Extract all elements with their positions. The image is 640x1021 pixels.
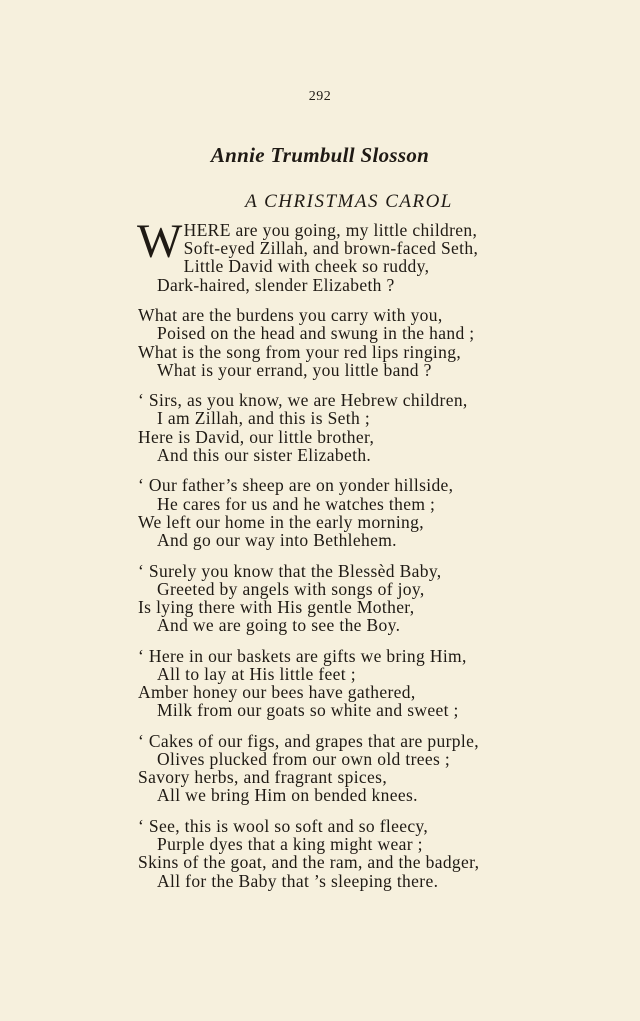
poem-line	[138, 221, 578, 239]
stanza	[138, 562, 578, 635]
poem-line: He cares for us and he watches them ;	[157, 493, 436, 514]
stanza	[137, 215, 578, 295]
stanza	[138, 306, 578, 379]
stanza	[138, 476, 578, 549]
poem-line: Is lying there with His gentle Mother,	[138, 596, 415, 617]
poem-line: Purple dyes that a king might wear ;	[157, 834, 423, 855]
first-line-text: HERE are you going, my little children,	[183, 220, 478, 240]
poem-line: Dark-haired, slender Elizabeth ?	[157, 274, 395, 295]
poem-line: And go our way into Bethlehem.	[157, 529, 397, 550]
poem-line: ‘ Here in our baskets are gifts we bring Him,	[138, 645, 467, 666]
poem-line: Skins of the goat, and the ram, and the badger,	[138, 852, 480, 873]
poem-line: Olives plucked from our own old trees ;	[157, 749, 451, 770]
poem-line: ‘ Our father’s sheep are on yonder hillside,	[138, 475, 454, 496]
poem-line: All we bring Him on bended knees.	[157, 785, 418, 806]
poem-line: I am Zillah, and this is Seth ;	[157, 408, 371, 429]
stanza	[138, 732, 578, 805]
poem-line: Savory herbs, and fragrant spices,	[138, 767, 388, 788]
stanza	[138, 817, 578, 890]
stanza	[138, 647, 578, 720]
poem-line: ‘ See, this is wool so soft and so fleecy,	[138, 815, 429, 836]
poem-line: And we are going to see the Boy.	[157, 615, 401, 636]
poem-line: Here is David, our little brother,	[138, 426, 375, 447]
poem-line: All to lay at His little feet ;	[157, 663, 356, 684]
poem-line: ‘ Sirs, as you know, we are Hebrew children,	[138, 390, 468, 411]
poem-line: Poised on the head and swung in the hand ;	[157, 323, 475, 344]
poem-line: Greeted by angels with songs of joy,	[157, 578, 425, 599]
drop-cap: W	[137, 215, 183, 268]
poem-line: All for the Baby that ’s sleeping there.	[157, 870, 439, 891]
poem-line: What are the burdens you carry with you,	[138, 305, 443, 326]
poem-line: Soft-eyed Zillah, and brown-faced Seth,	[183, 238, 479, 259]
poem-title: A CHRISTMAS CAROL	[245, 191, 453, 212]
poem-line: We left our home in the early morning,	[138, 511, 424, 532]
poem-line: What is the song from your red lips ringing,	[138, 341, 462, 362]
poem-line: ‘ Cakes of our figs, and grapes that are purple,	[138, 730, 479, 751]
author-heading: Annie Trumbull Slosson	[210, 143, 430, 167]
page-number: 292	[308, 89, 332, 104]
poem-line: What is your errand, you little band ?	[157, 359, 432, 380]
stanza	[138, 391, 578, 464]
poem-line: And this our sister Elizabeth.	[157, 444, 372, 465]
poem-line: Amber honey our bees have gathered,	[138, 682, 416, 703]
poem-line: ‘ Surely you know that the Blessèd Baby,	[138, 560, 442, 581]
poem-line: Milk from our goats so white and sweet ;	[157, 700, 459, 721]
poem-body	[137, 215, 578, 902]
poem-line: Little David with cheek so ruddy,	[183, 256, 430, 277]
